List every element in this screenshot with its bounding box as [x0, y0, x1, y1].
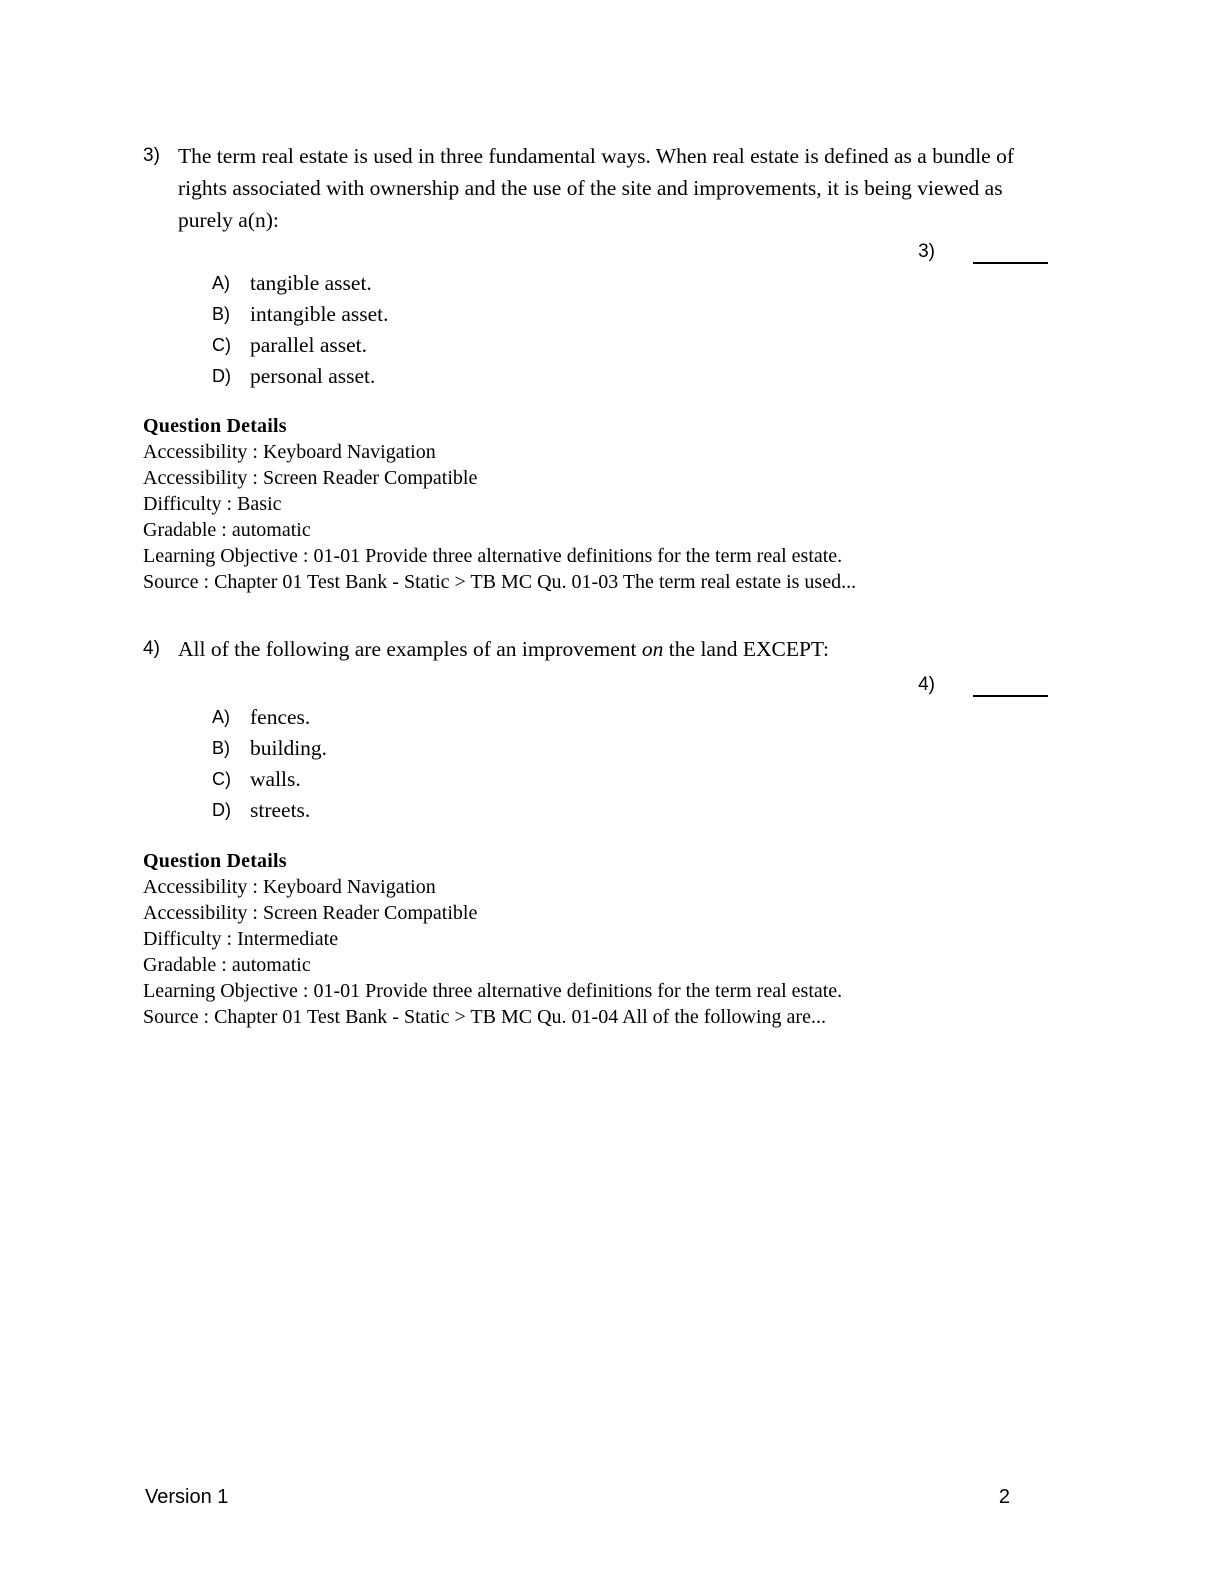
footer-version: Version 1 — [145, 1486, 229, 1508]
option-letter: B) — [212, 304, 230, 324]
option-letter: C) — [212, 335, 231, 355]
question-text — [178, 633, 1036, 665]
option-row — [212, 330, 1048, 361]
answer-blank-number: 3) — [918, 241, 935, 262]
option-letter: A) — [212, 273, 230, 293]
option-row — [212, 702, 1048, 733]
options-list — [212, 702, 1048, 826]
question-details — [143, 413, 1048, 595]
question-details — [143, 848, 1048, 1030]
question-4-row — [143, 633, 1048, 665]
question-number: 4) — [143, 638, 160, 659]
detail-line: Learning Objective : 01-01 Provide three alternative definitions for the term real estate. — [143, 980, 843, 1002]
option-row — [212, 299, 1048, 330]
question-number: 3) — [143, 145, 160, 166]
answer-blank-line — [973, 673, 1048, 697]
answer-blank — [143, 671, 1048, 697]
question-text-italic: on — [641, 637, 664, 661]
option-row — [212, 733, 1048, 764]
option-letter: D) — [212, 800, 231, 820]
detail-line: Source : Chapter 01 Test Bank - Static > TB MC Qu. 01-03 The term real estate is used... — [143, 571, 857, 593]
option-text: walls. — [250, 767, 301, 791]
detail-line: Gradable : automatic — [143, 519, 311, 541]
answer-blank-line — [973, 240, 1048, 264]
detail-line: Accessibility : Screen Reader Compatible — [143, 902, 478, 924]
question-text-prefix: All of the following are examples of an improvement — [178, 637, 642, 661]
detail-line: Gradable : automatic — [143, 954, 311, 976]
option-text: intangible asset. — [250, 302, 389, 326]
option-text: fences. — [250, 705, 311, 729]
detail-line: Difficulty : Intermediate — [143, 928, 339, 950]
footer-page-number: 2 — [998, 1486, 1010, 1508]
question-3-block — [143, 140, 1048, 595]
question-4-block — [143, 633, 1048, 1030]
question-details-heading: Question Details — [143, 415, 287, 437]
option-text: building. — [250, 736, 328, 760]
option-text: parallel asset. — [250, 333, 368, 357]
option-letter: B) — [212, 738, 230, 758]
detail-line: Accessibility : Keyboard Navigation — [143, 876, 436, 898]
option-row — [212, 795, 1048, 826]
question-details-heading: Question Details — [143, 850, 287, 872]
page-footer — [145, 1484, 1010, 1510]
option-row — [212, 764, 1048, 795]
detail-line: Difficulty : Basic — [143, 493, 282, 515]
option-text: tangible asset. — [250, 271, 372, 295]
option-row — [212, 268, 1048, 299]
option-text: streets. — [250, 798, 311, 822]
question-text: The term real estate is used in three fundamental ways. When real estate is defined as a bundle of rights associated with ownership and the use of the site and improvements, it is being viewed as purely a(n): — [178, 144, 1014, 232]
options-list — [212, 268, 1048, 392]
option-letter: D) — [212, 366, 231, 386]
page-content — [143, 140, 1048, 1030]
detail-line: Accessibility : Keyboard Navigation — [143, 441, 436, 463]
option-letter: C) — [212, 769, 231, 789]
option-row — [212, 361, 1048, 392]
question-text-suffix: the land EXCEPT: — [663, 637, 829, 661]
answer-blank-number: 4) — [918, 674, 935, 695]
question-3-row — [143, 140, 1048, 236]
detail-line: Source : Chapter 01 Test Bank - Static > TB MC Qu. 01-04 All of the following are... — [143, 1006, 826, 1028]
option-text: personal asset. — [250, 364, 376, 388]
detail-line: Learning Objective : 01-01 Provide three alternative definitions for the term real estate. — [143, 545, 843, 567]
option-letter: A) — [212, 707, 230, 727]
detail-line: Accessibility : Screen Reader Compatible — [143, 467, 478, 489]
answer-blank — [143, 238, 1048, 264]
